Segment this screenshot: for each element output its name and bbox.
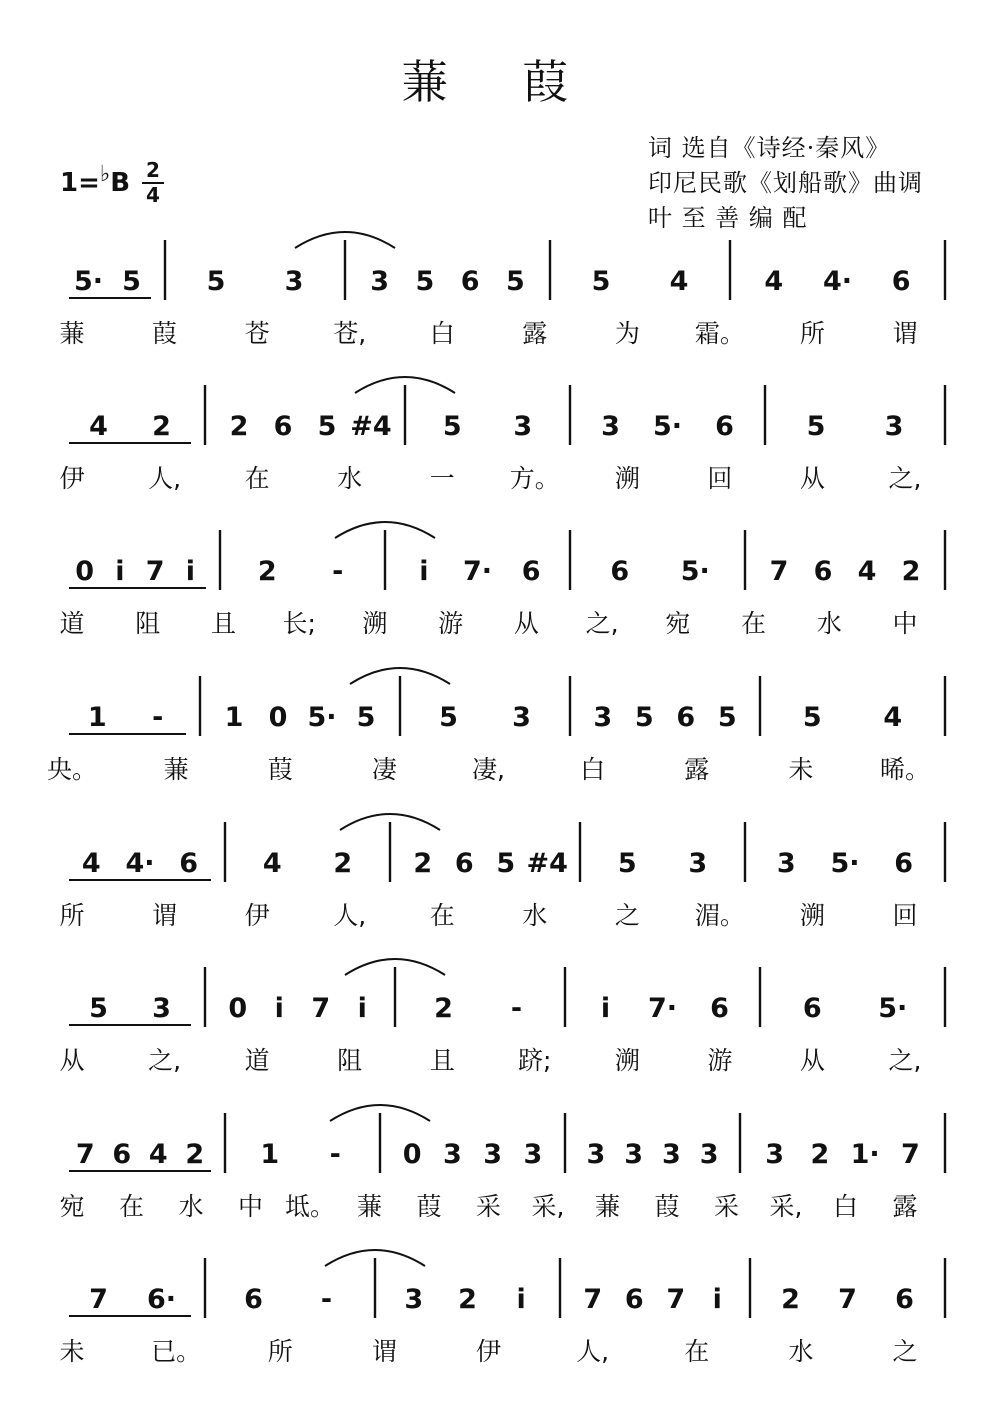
lyric-syllable: 葭 <box>267 755 293 784</box>
lyric-syllable: 水 <box>816 609 842 638</box>
lyric-syllable: 人, <box>333 901 367 930</box>
lyric-syllable: 蒹 <box>356 1192 383 1221</box>
lyric-syllable: 从 <box>799 1046 825 1075</box>
note: 4 <box>148 1139 168 1170</box>
note: 3 <box>586 1139 606 1170</box>
note: 3 <box>688 848 708 879</box>
note: 5 <box>439 702 458 733</box>
lyric-syllable: 伊 <box>475 1337 502 1366</box>
note: - <box>320 1284 333 1315</box>
flat-icon: ♭ <box>99 162 111 187</box>
lyric-syllable: 苍, <box>333 319 367 348</box>
note: 6 <box>624 1284 644 1315</box>
lyric-syllable: 回 <box>892 901 918 930</box>
note: 5 <box>634 702 654 733</box>
note: 2 <box>185 1139 205 1170</box>
note: 7· <box>647 993 678 1024</box>
note: 6 <box>894 848 914 879</box>
lyric-syllable: 溯 <box>614 1046 640 1075</box>
note: 7 <box>838 1284 857 1315</box>
lyric-syllable: 溯 <box>799 901 825 930</box>
note: 5· <box>680 556 710 587</box>
note: 3 <box>593 702 613 733</box>
note: 3 <box>776 848 796 879</box>
key-note: B <box>110 168 131 198</box>
lyric-syllable: 凄 <box>371 755 397 784</box>
lyric-syllable: 回 <box>707 464 733 493</box>
note: 6 <box>454 848 474 879</box>
lyric-syllable: 采 <box>713 1192 740 1221</box>
note: 3 <box>699 1139 719 1170</box>
note: 5 <box>442 411 462 442</box>
note: 5 <box>496 848 516 879</box>
note: #4 <box>350 411 392 442</box>
lyric-syllable: 霜。 <box>694 319 745 348</box>
lyric-syllable: 白 <box>429 319 455 348</box>
lyric-syllable: 央。 <box>46 755 98 784</box>
lyric-syllable: 之 <box>892 1337 918 1366</box>
lyric-syllable: 宛 <box>59 1192 85 1221</box>
lyric-syllable: 露 <box>522 319 548 348</box>
note: 1· <box>850 1139 880 1170</box>
note: i <box>419 556 429 587</box>
lyric-syllable: 伊 <box>244 901 270 930</box>
note: 7 <box>311 993 331 1024</box>
lyric-syllable: 游 <box>438 609 464 638</box>
note: i <box>712 1284 722 1315</box>
song-title: 蒹 葭 <box>401 55 599 109</box>
note: 6 <box>891 266 911 297</box>
lyric-syllable: 谓 <box>152 901 178 930</box>
note: 2 <box>413 848 433 879</box>
note: 7 <box>89 1284 108 1315</box>
note: 6 <box>521 556 541 587</box>
lyric-syllable: 在 <box>118 1192 145 1221</box>
note: 5 <box>122 266 141 297</box>
note: 1 <box>260 1139 280 1170</box>
note: 5 <box>356 702 376 733</box>
note: 2 <box>458 1284 477 1315</box>
note: 6 <box>112 1139 132 1170</box>
note: 4 <box>262 848 282 879</box>
lyric-syllable: 白 <box>832 1192 859 1221</box>
lyric-syllable: 溯 <box>362 609 388 638</box>
note: - <box>152 702 164 733</box>
note: 7 <box>145 556 165 587</box>
lyric-syllable: 水 <box>788 1337 814 1366</box>
lyric-syllable: 未 <box>788 755 814 784</box>
lyric-syllable: 之, <box>888 1046 922 1075</box>
note: 6 <box>802 993 822 1024</box>
note: - <box>510 993 523 1024</box>
note: 3 <box>765 1139 785 1170</box>
note: 3 <box>624 1139 644 1170</box>
note: 0 <box>228 993 248 1024</box>
lyric-syllable: 人, <box>576 1337 610 1366</box>
lyric-syllable: 蒹 <box>163 755 189 784</box>
lyric-syllable: 在 <box>244 464 270 493</box>
key-prefix: 1= <box>60 168 100 198</box>
lyric-syllable: 方。 <box>509 464 560 493</box>
lyric-syllable: 人, <box>148 464 182 493</box>
lyric-syllable: 坻。 <box>284 1192 336 1221</box>
note: 2 <box>333 848 353 879</box>
lyric-syllable: 之, <box>585 609 619 638</box>
note: 7 <box>583 1284 603 1315</box>
lyric-syllable: 水 <box>178 1192 204 1221</box>
lyric-syllable: 苍 <box>244 319 270 348</box>
note: i <box>516 1284 526 1315</box>
lyric-syllable: 葭 <box>654 1192 680 1221</box>
lyric-syllable: 采, <box>531 1192 565 1221</box>
lyric-syllable: 在 <box>684 1337 710 1366</box>
lyric-syllable: 葭 <box>416 1192 442 1221</box>
lyric-syllable: 蒹 <box>594 1192 621 1221</box>
note: 7· <box>462 556 493 587</box>
note: 5· <box>878 993 908 1024</box>
note: i <box>274 993 284 1024</box>
note: 3 <box>523 1139 543 1170</box>
note: 6 <box>273 411 293 442</box>
lyric-syllable: 之, <box>148 1046 182 1075</box>
note: 3 <box>513 411 533 442</box>
note: 3 <box>512 702 531 733</box>
time-numerator: 2 <box>146 158 160 182</box>
note: 2 <box>152 411 171 442</box>
lyric-syllable: 凄, <box>472 755 505 784</box>
note: 3 <box>661 1139 681 1170</box>
lyric-syllable: 谓 <box>892 319 918 348</box>
note: 1 <box>224 702 244 733</box>
lyric-syllable: 未 <box>59 1337 85 1366</box>
lyric-syllable: 且 <box>210 609 236 638</box>
note: 5 <box>317 411 337 442</box>
lyric-syllable: 为 <box>614 319 640 348</box>
note: 0 <box>402 1139 422 1170</box>
lyric-syllable: 一 <box>429 464 455 493</box>
note: 6 <box>244 1284 263 1315</box>
lyric-syllable: 已。 <box>151 1337 202 1366</box>
lyric-syllable: 采, <box>769 1192 803 1221</box>
lyric-syllable: 跻; <box>518 1046 552 1075</box>
note: 4 <box>89 411 108 442</box>
lyric-syllable: 溯 <box>614 464 640 493</box>
lyric-syllable: 湄。 <box>694 901 745 930</box>
lyric-syllable: 阻 <box>337 1046 363 1075</box>
note: 6 <box>610 556 630 587</box>
lyric-syllable: 伊 <box>59 464 85 493</box>
note: i <box>600 993 611 1024</box>
note: 3 <box>152 993 171 1024</box>
note: 5 <box>717 702 737 733</box>
note: 6 <box>715 411 734 442</box>
note: 0 <box>268 702 288 733</box>
lyric-syllable: 从 <box>513 609 539 638</box>
note: 7 <box>769 556 789 587</box>
note: 5 <box>802 702 822 733</box>
lyric-syllable: 所 <box>799 319 825 348</box>
note: i <box>185 556 196 587</box>
note: 6 <box>676 702 696 733</box>
note: 5 <box>591 266 611 297</box>
note: 3 <box>284 266 304 297</box>
lyric-syllable: 之, <box>888 464 922 493</box>
note: 5· <box>73 266 104 297</box>
note: 0 <box>75 556 95 587</box>
note: 7 <box>900 1139 920 1170</box>
note: 2 <box>781 1284 800 1315</box>
note: 4 <box>81 848 101 879</box>
lyric-syllable: 中 <box>892 609 918 638</box>
lyric-source-credit: 词 选自《诗经·秦风》 <box>648 134 891 162</box>
lyric-syllable: 所 <box>59 901 85 930</box>
note: 5 <box>415 266 435 297</box>
note: 6 <box>710 993 729 1024</box>
note: 4 <box>669 266 689 297</box>
note: #4 <box>526 848 568 879</box>
note: - <box>329 1139 341 1170</box>
lyric-syllable: 长; <box>282 609 316 638</box>
lyric-syllable: 谓 <box>371 1337 397 1366</box>
note: 5 <box>806 411 826 442</box>
note: 4· <box>822 266 853 297</box>
note: 5· <box>830 848 860 879</box>
lyric-syllable: 白 <box>580 755 606 784</box>
note: 3 <box>370 266 390 297</box>
lyric-syllable: 水 <box>337 464 363 493</box>
note: 3 <box>601 411 620 442</box>
time-denominator: 4 <box>146 183 160 207</box>
note: 5 <box>89 993 108 1024</box>
lyric-syllable: 之 <box>614 901 640 930</box>
note: 7 <box>666 1284 686 1315</box>
note: i <box>357 993 367 1024</box>
note: 5 <box>505 266 525 297</box>
lyric-syllable: 所 <box>267 1337 293 1366</box>
note: 6 <box>813 556 833 587</box>
note: 5 <box>617 848 637 879</box>
lyric-syllable: 在 <box>741 609 767 638</box>
lyric-syllable: 中 <box>237 1192 264 1221</box>
note: 5· <box>307 702 337 733</box>
note: 3 <box>442 1139 462 1170</box>
lyric-syllable: 露 <box>892 1192 918 1221</box>
note: 3 <box>483 1139 503 1170</box>
lyric-syllable: 水 <box>522 901 548 930</box>
note: i <box>115 556 125 587</box>
melody-source-credit: 印尼民歌《划船歌》曲调 <box>648 169 923 197</box>
note: 6 <box>895 1284 914 1315</box>
note: 4 <box>883 702 903 733</box>
note: 2 <box>229 411 249 442</box>
lyric-syllable: 从 <box>59 1046 85 1075</box>
note: 2 <box>434 993 453 1024</box>
lyric-syllable: 阻 <box>135 609 161 638</box>
lyric-syllable: 道 <box>244 1046 270 1075</box>
lyric-syllable: 葭 <box>152 319 178 348</box>
lyric-syllable: 宛 <box>665 609 691 638</box>
lyric-syllable: 蒹 <box>59 319 85 348</box>
note: 6· <box>146 1284 177 1315</box>
lyric-syllable: 且 <box>429 1046 455 1075</box>
note: 5 <box>206 266 226 297</box>
note: 3 <box>404 1284 424 1315</box>
note: 6 <box>460 266 480 297</box>
note: 1 <box>87 702 107 733</box>
note: 2 <box>901 556 921 587</box>
note: 7 <box>75 1139 95 1170</box>
arranger-credit: 叶 至 善 编 配 <box>648 204 808 232</box>
note: 5· <box>652 411 683 442</box>
note: 2 <box>257 556 277 587</box>
note: 4 <box>764 266 784 297</box>
lyric-syllable: 从 <box>799 464 825 493</box>
note: 6 <box>179 848 199 879</box>
lyric-syllable: 晞。 <box>879 755 931 784</box>
note: 3 <box>884 411 904 442</box>
lyric-syllable: 游 <box>707 1046 733 1075</box>
lyric-syllable: 露 <box>684 755 710 784</box>
note: 4· <box>125 848 155 879</box>
lyric-syllable: 采 <box>475 1192 502 1221</box>
note: 2 <box>810 1139 830 1170</box>
note: 4 <box>857 556 877 587</box>
lyric-syllable: 道 <box>59 609 85 638</box>
lyric-syllable: 在 <box>429 901 455 930</box>
note: - <box>332 556 344 587</box>
